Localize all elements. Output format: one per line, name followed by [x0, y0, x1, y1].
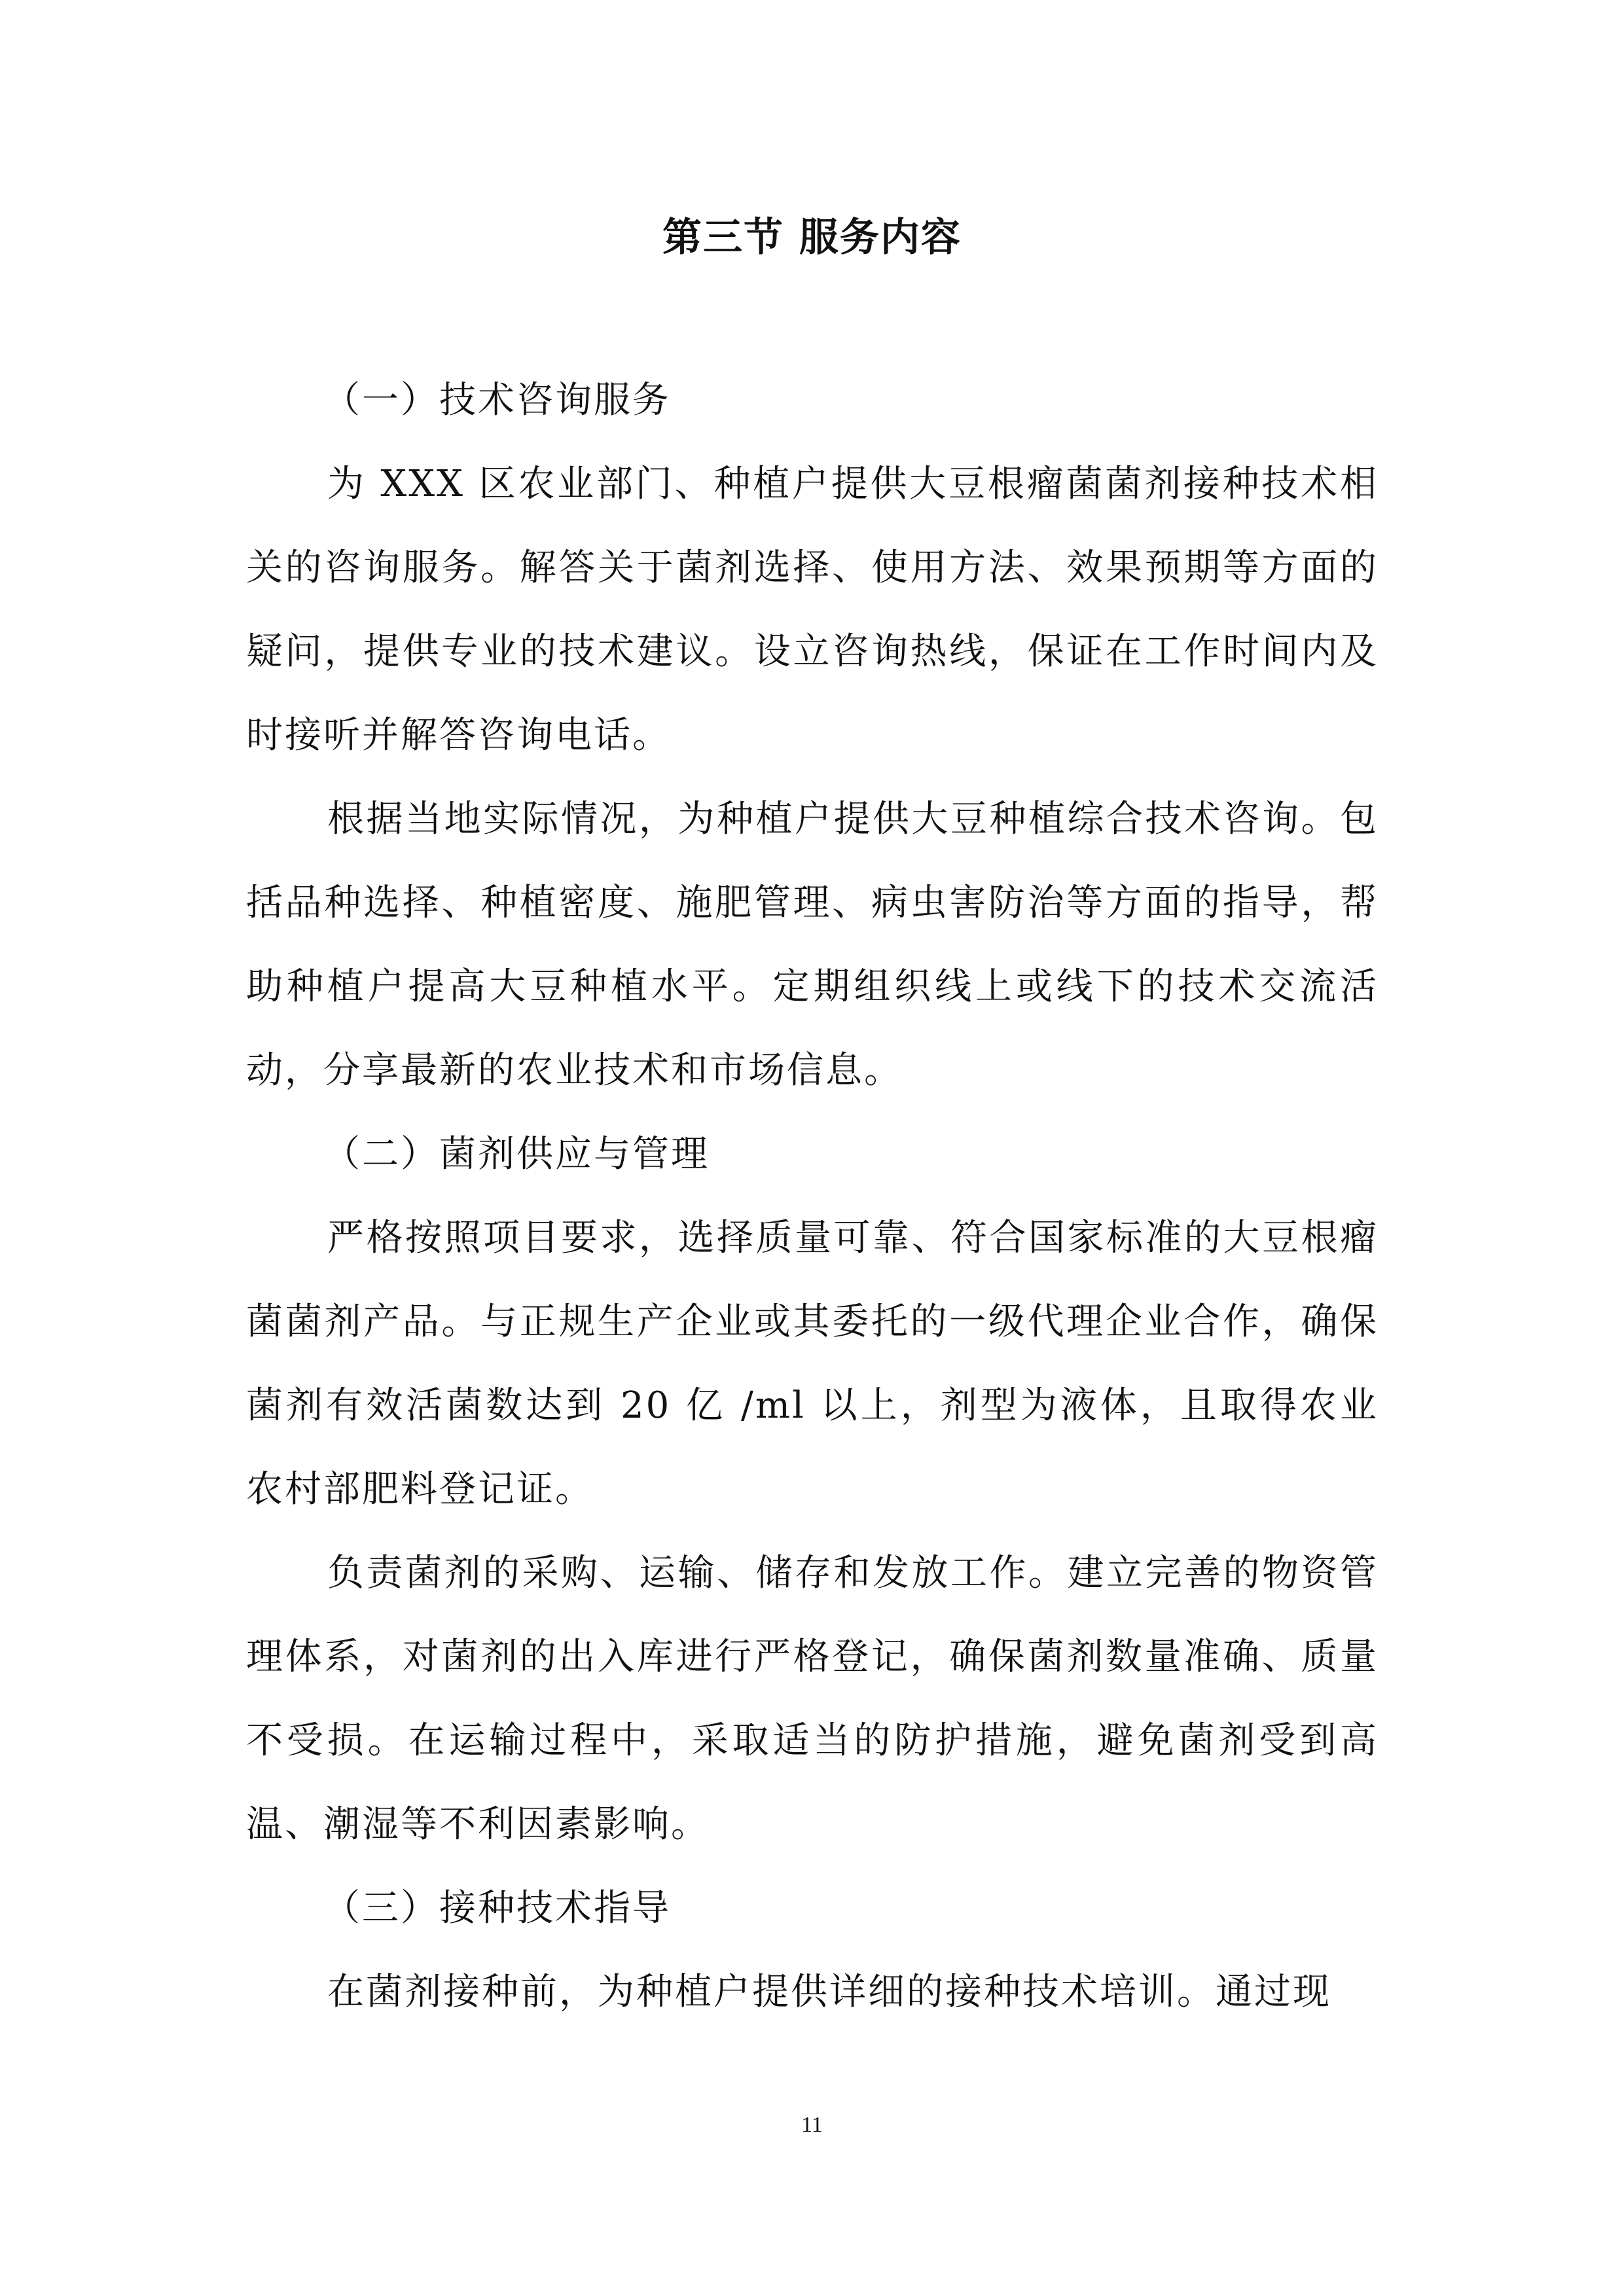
paragraph: 严格按照项目要求，选择质量可靠、符合国家标准的大豆根瘤菌菌剂产品。与正规生产企业或其委托的一级代理企业合作，确保菌剂有效活菌数达到 20 亿 /ml 以上，剂型为液体，且取得农业农村部肥料登记证。: [246, 1217, 1379, 1511]
subheading-inoculant-supply: （二）菌剂供应与管理: [323, 1133, 710, 1175]
document-body: [246, 359, 1379, 2034]
paragraph: 在菌剂接种前，为种植户提供详细的接种技术培训。通过现: [327, 1971, 1331, 2013]
subheading-inoculation-guidance: （三）接种技术指导: [323, 1887, 671, 1929]
page-number: 11: [801, 2113, 823, 2137]
subheading-technical-consulting: （一）技术咨询服务: [323, 379, 671, 422]
paragraph: 为 XXX 区农业部门、种植户提供大豆根瘤菌菌剂接种技术相关的咨询服务。解答关于菌剂选择、使用方法、效果预期等方面的疑问，提供专业的技术建议。设立咨询热线，保证在工作时间内及时接听并解答咨询电话。: [246, 463, 1379, 757]
paragraph: 负责菌剂的采购、运输、储存和发放工作。建立完善的物资管理体系，对菌剂的出入库进行严格登记，确保菌剂数量准确、质量不受损。在运输过程中，采取适当的防护措施，避免菌剂受到高温、潮湿等不利因素影响。: [246, 1552, 1379, 1846]
section-title: 第三节 服务内容: [662, 215, 962, 260]
paragraph: 根据当地实际情况，为种植户提供大豆种植综合技术咨询。包括品种选择、种植密度、施肥管理、病虫害防治等方面的指导，帮助种植户提高大豆种植水平。定期组织线上或线下的技术交流活动，分享最新的农业技术和市场信息。: [246, 798, 1379, 1092]
